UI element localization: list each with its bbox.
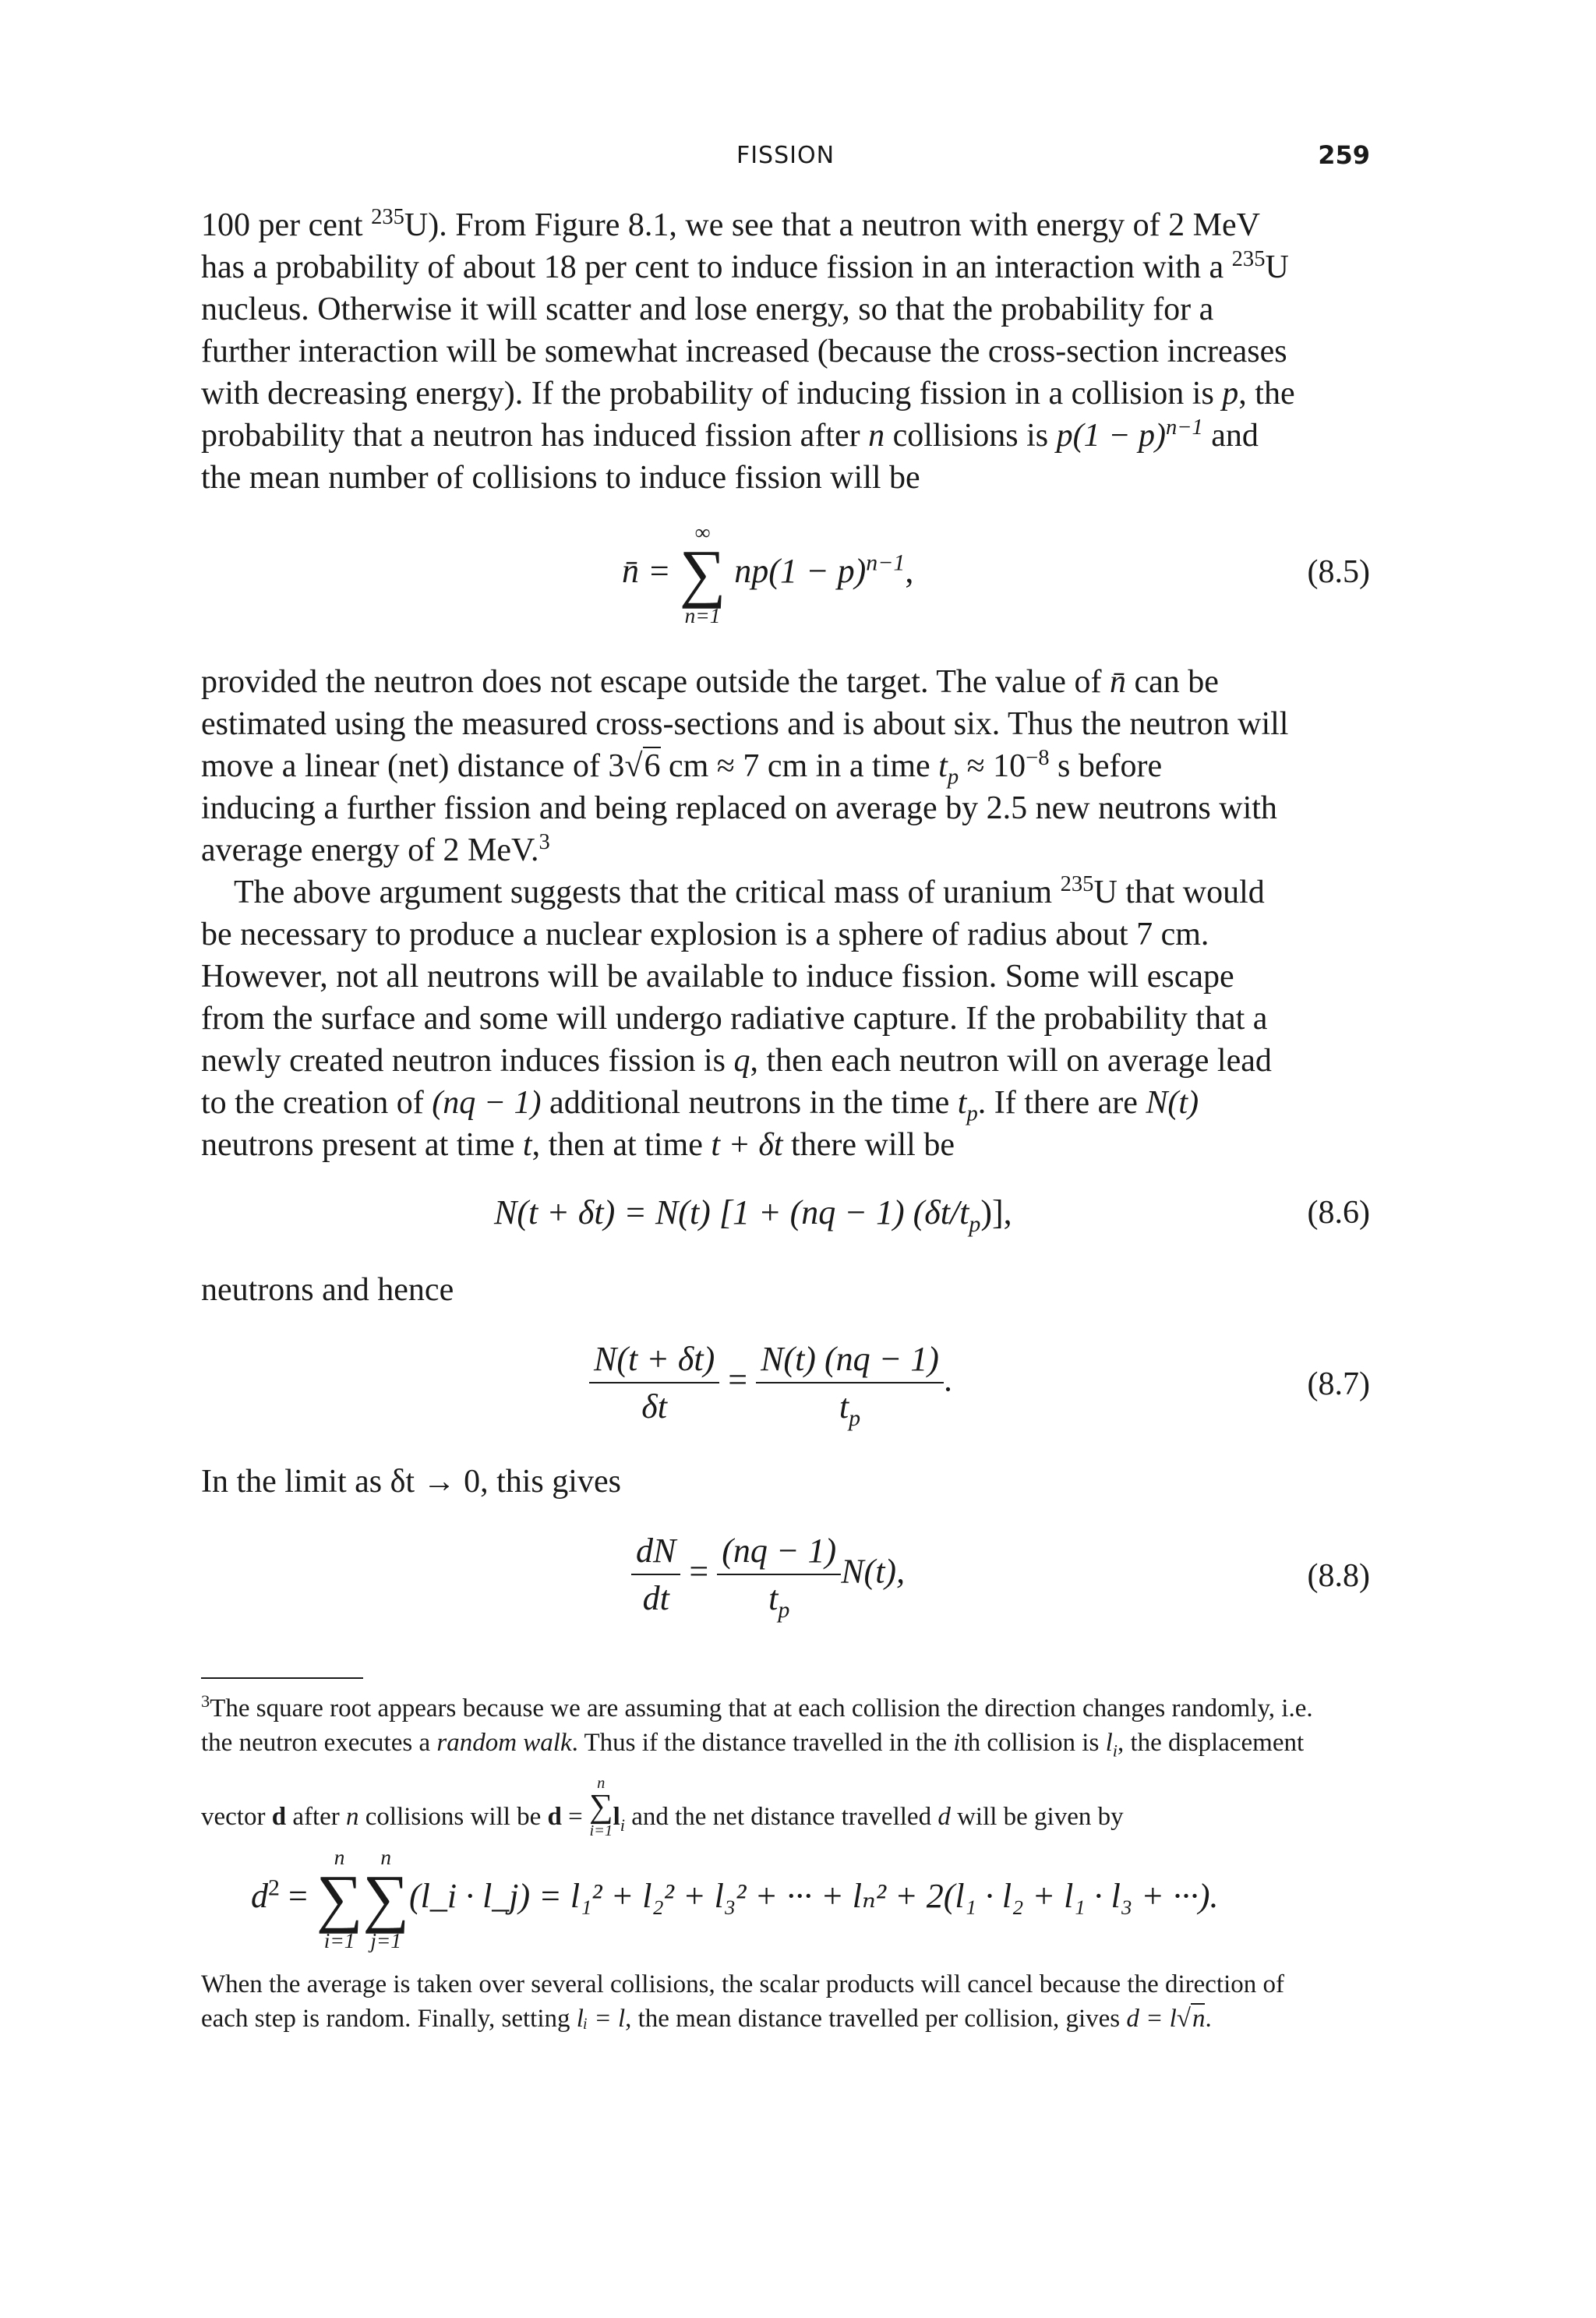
equation-8-7-body: $\frac{N(t + \delta t)}{\delta t}$ = $\frac{N(t) (nq - 1)}{t_p}$ . (589, 1336, 952, 1430)
equation-8-7 (201, 1336, 1370, 1437)
paragraph-3: The above argument suggests that the critical mass of uranium $^{235}$U that would be necessary to produce a nuclear explosion is a sphere of radius about 7 cm. However, not all neutrons will be available to induce fission. Some will escape from the surface and some will undergo radiative capture. If the probability that a newly created neutron induces fission is q, then each neutron will on average lead to the creation of (nq − 1) additional neutrons in the time $t_p$. If there are N(t) neutrons present at time t, then at time t + δt there will be (201, 872, 1272, 1163)
fraction: $\frac{(nq - 1)}{t_p}$ (717, 1528, 841, 1622)
fraction: $\frac{dN}{dt}$ (631, 1528, 680, 1622)
paragraph-2: provided the neutron does not escape outside the target. The value of n̄ can be estimated using the measured cross-sections and is about six. Thus the neutron will move a linear (net) distance of 3√6 cm ≈ 7 cm in a time $t_p \approx 10^{-8}$ s before inducing a further fission and being replaced on average by 2.5 new neutrons with average energy of 2 MeV.$^3$ (201, 664, 1289, 868)
summation-symbol: n ∑ i=1 (589, 1775, 613, 1840)
page-number: 259 (1318, 140, 1370, 170)
equation-number: (8.6) (1307, 1195, 1370, 1231)
equation-8-8-body: $\frac{dN}{dt}$ = $\frac{(nq - 1)}{t_p}$ N(t), (631, 1528, 905, 1622)
footnote-equation-body: $d^2$ = n ∑ i=1 n ∑ j=1 (l_i · l_j) = l₁² + l₂² + l₃² + ··· + lₙ² + 2(l₁ · l₂ + l₁ · l₃ + ···). (251, 1846, 1219, 1952)
equation-number: (8.5) (1307, 554, 1370, 590)
equation-number: (8.7) (1307, 1366, 1370, 1402)
footnote-equation (201, 1847, 1370, 1956)
equation-8-5 (201, 522, 1370, 639)
equation-8-5-body: n̄ = ∞ ∑ n=1 $np(1 - p)^{n-1}$, (622, 521, 914, 627)
summation-symbol: ∞ ∑ n=1 (679, 521, 726, 627)
text-neutrons-and-hence: neutrons and hence (201, 1272, 454, 1308)
summation-symbol: n ∑ j=1 (362, 1846, 409, 1952)
fraction: $\frac{N(t) (nq - 1)}{t_p}$ (756, 1336, 944, 1430)
footnote-3: $^3$The square root appears because we are assuming that at each collision the direction changes randomly, i.e. the neutron executes a random walk. Thus if the distance travelled in the ith collision is $l_i$, the displacement (201, 1691, 1313, 1761)
running-title: FISSION (736, 142, 835, 169)
paragraph-1: 100 per cent $^{235}$U). From Figure 8.1, we see that a neutron with energy of 2 MeV has a probability of about 18 per cent to induce fission in an interaction with a $^{235}$U nucleus. Otherwise it will scatter and lose energy, so that the probability for a further interaction will be somewhat increased (because the cross-section increases with decreasing energy). If the probability of inducing fission in a collision is p, the probability that a neutron has induced fission after n collisions is $p(1 - p)^{n-1}$ and the mean number of collisions to induce fission will be (201, 205, 1295, 496)
footnote-3-continued: When the average is taken over several collisions, the scalar products will cancel because the direction of each step is random. Finally, setting lᵢ = l, the mean distance travelled per collision, gives d = l√n. (201, 1970, 1285, 2033)
text-in-the-limit: In the limit as δt → 0, this gives (201, 1464, 621, 1500)
footnote-3-line-3: vector d after n collisions will be d = n ∑ i=1 $l_i$ and the net distance travelled d will be given by (201, 1775, 1124, 1840)
equation-8-6 (201, 1193, 1370, 1239)
equation-number: (8.8) (1307, 1558, 1370, 1594)
fraction: $\frac{N(t + \delta t)}{\delta t}$ (589, 1336, 719, 1430)
summation-symbol: n ∑ i=1 (316, 1846, 363, 1952)
equation-8-6-body: N(t + δt) = N(t) [1 + (nq − 1) $(\delta t/t_p)$], (494, 1193, 1012, 1237)
footnote-rule (201, 1677, 363, 1679)
equation-8-8 (201, 1528, 1370, 1629)
page-header (201, 139, 1370, 173)
